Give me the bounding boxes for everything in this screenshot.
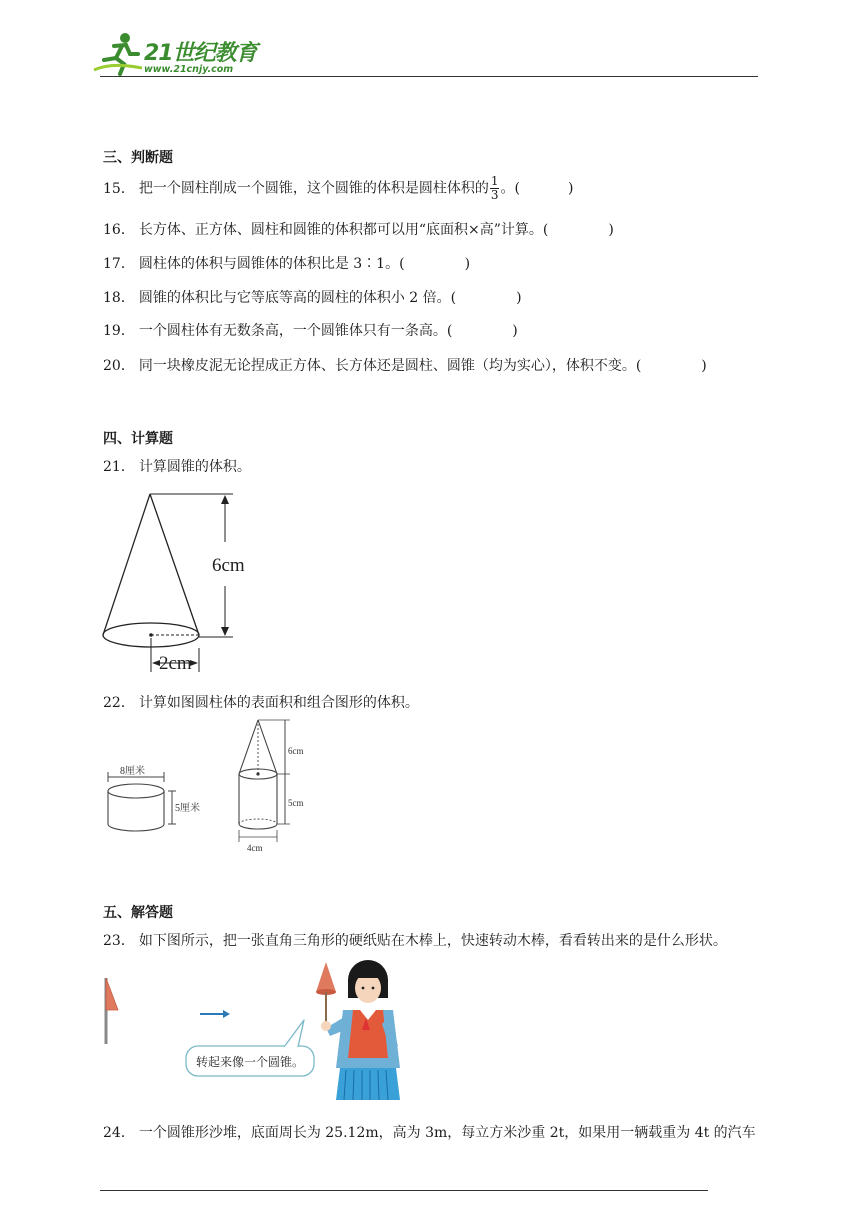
question-20 bbox=[103, 355, 707, 375]
question-15 bbox=[103, 175, 573, 202]
cylinder-width-label: 8厘米 bbox=[120, 766, 145, 777]
header-divider bbox=[100, 76, 758, 77]
question-text: 圆柱体的体积与圆锥体的体积比是 3∶1。( bbox=[138, 256, 405, 272]
speech-bubble bbox=[186, 1020, 314, 1076]
footer-divider bbox=[100, 1190, 708, 1191]
question-number: 17． bbox=[103, 256, 135, 272]
question-number: 23． bbox=[103, 933, 135, 949]
combo-cone-label: 6cm bbox=[288, 746, 304, 756]
cone-radius-label: 2cm bbox=[159, 653, 192, 674]
triangle-flag-icon bbox=[106, 978, 118, 1010]
paren-close: ) bbox=[701, 358, 707, 374]
combo-cylinder-label: 5cm bbox=[288, 798, 304, 808]
paren-close: ) bbox=[516, 290, 522, 306]
paren-close: ) bbox=[464, 256, 471, 272]
question-16 bbox=[103, 219, 614, 239]
rotation-illustration bbox=[98, 958, 418, 1106]
question-text: 计算圆锥的体积。 bbox=[138, 459, 251, 475]
logo-text: 21世纪教育 bbox=[144, 41, 257, 66]
section-title-judge: 三、判断题 bbox=[103, 150, 173, 166]
cylinder-height-label: 5厘米 bbox=[175, 803, 200, 814]
question-number: 19． bbox=[103, 323, 135, 339]
question-text: 计算如图圆柱体的表面积和组合图形的体积。 bbox=[138, 695, 419, 711]
page-header bbox=[0, 0, 860, 90]
question-21 bbox=[103, 456, 251, 476]
paren-close: ) bbox=[567, 180, 574, 197]
arrow-right-icon bbox=[223, 1010, 230, 1018]
question-number: 16． bbox=[103, 222, 135, 238]
question-text: 圆锥的体积比与它等底等高的圆柱的体积小 2 倍。( bbox=[138, 290, 457, 306]
logo bbox=[92, 30, 262, 80]
section-title-calc: 四、计算题 bbox=[103, 431, 173, 447]
question-number: 22． bbox=[103, 695, 135, 711]
question-number: 15． bbox=[103, 180, 135, 197]
question-text-end: 。( bbox=[500, 180, 520, 197]
question-text: 如下图所示，把一张直角三角形的硬纸贴在木棒上，快速转动木棒，看看转出来的是什么形状。 bbox=[138, 933, 727, 949]
fraction-denominator: 3 bbox=[490, 188, 499, 202]
cone-figure bbox=[98, 488, 258, 678]
cylinder-figure bbox=[100, 760, 220, 840]
speech-text: 转起来像一个圆锥。 bbox=[196, 1055, 305, 1069]
combo-width-label: 4cm bbox=[247, 843, 263, 853]
paren-close: ) bbox=[512, 323, 518, 339]
question-text: 把一个圆柱削成一个圆锥，这个圆锥的体积是圆柱体积的 bbox=[138, 180, 489, 197]
girl-figure-icon bbox=[316, 960, 400, 1100]
question-text: 长方体、正方体、圆柱和圆锥的体积都可以用“底面积×高”计算。( bbox=[138, 222, 549, 238]
question-text: 一个圆锥形沙堆，底面周长为 25.12m，高为 3m，每立方米沙重 2t，如果用一辆载重为 4t 的汽车 bbox=[138, 1125, 756, 1141]
runner-logo-icon bbox=[92, 30, 144, 76]
question-19 bbox=[103, 320, 518, 340]
fraction-numerator: 1 bbox=[490, 174, 499, 188]
question-number: 24． bbox=[103, 1125, 135, 1141]
section-title-solve: 五、解答题 bbox=[103, 905, 173, 921]
logo-url: www.21cnjy.com bbox=[144, 64, 234, 75]
question-17 bbox=[103, 253, 470, 273]
question-23 bbox=[103, 930, 727, 950]
cone-height-label: 6cm bbox=[212, 555, 245, 576]
question-number: 18． bbox=[103, 290, 135, 306]
paren-close: ) bbox=[608, 222, 614, 238]
combo-figure bbox=[230, 716, 330, 856]
question-number: 20． bbox=[103, 358, 135, 374]
question-number: 21． bbox=[103, 459, 135, 475]
question-24 bbox=[103, 1122, 756, 1142]
fraction bbox=[490, 175, 500, 202]
question-18 bbox=[103, 287, 522, 307]
question-text: 同一块橡皮泥无论捏成正方体、长方体还是圆柱、圆锥（均为实心），体积不变。( bbox=[138, 358, 642, 374]
question-text: 一个圆柱体有无数条高，一个圆锥体只有一条高。( bbox=[138, 323, 453, 339]
question-22 bbox=[103, 692, 419, 712]
